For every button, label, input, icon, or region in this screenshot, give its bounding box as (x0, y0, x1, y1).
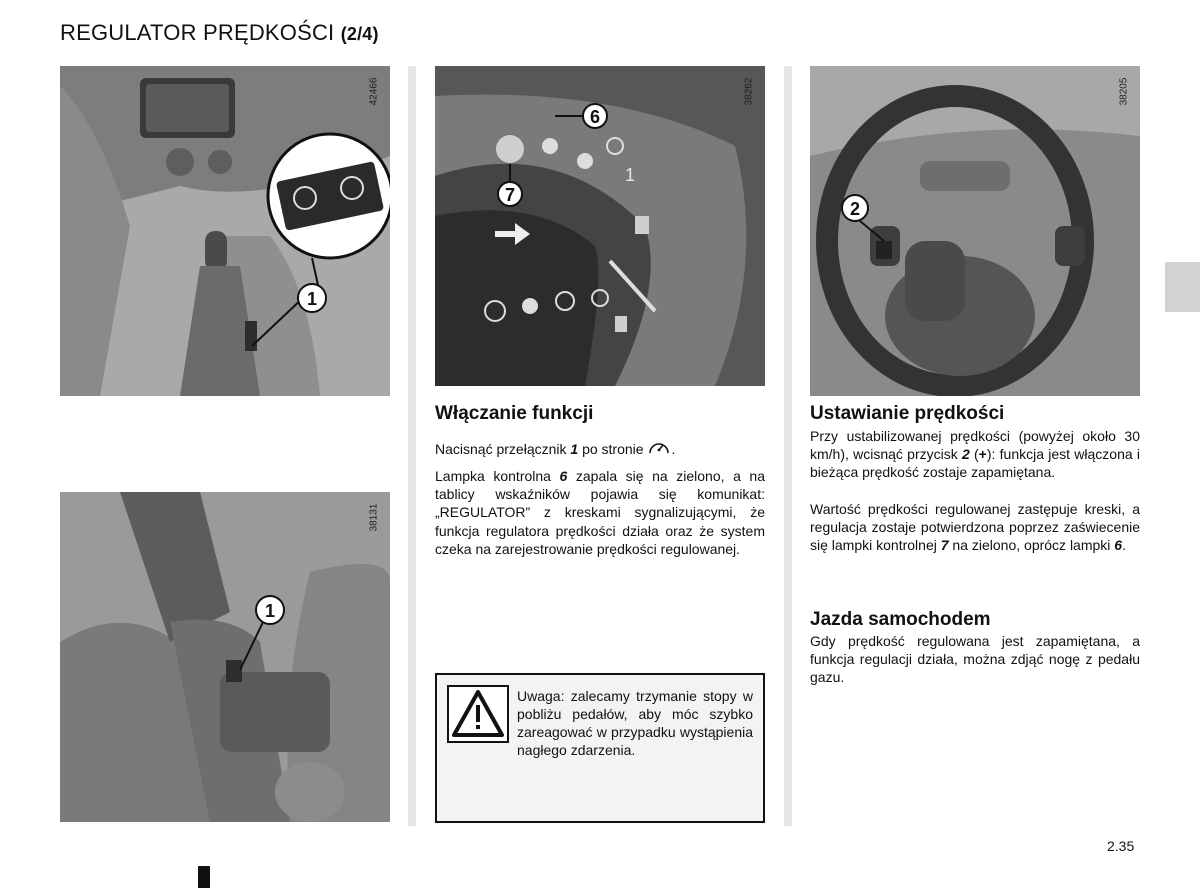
paragraph-setting-2 (810, 500, 1140, 555)
reference-number: 7 (940, 537, 949, 554)
figure-id-42466: 42466 (368, 77, 380, 106)
reference-number: 6 (1114, 537, 1123, 554)
photo-instrument-panel (435, 66, 765, 386)
icon-spacer (447, 687, 517, 757)
callout-1-bottom: 1 (264, 601, 276, 621)
figure-id-38205: 38205 (1118, 77, 1130, 106)
title-part: (2/4) (340, 24, 379, 44)
figure-id-38131: 38131 (368, 503, 380, 532)
heading-activation: Włączanie funkcji (435, 403, 594, 424)
gauge-number: 1 (625, 165, 636, 185)
page-title (60, 20, 379, 46)
warning-box (435, 673, 765, 823)
figure-id-38262: 38262 (743, 77, 755, 106)
photo-console-switch (60, 66, 390, 396)
heading-setting-speed: Ustawianie prędkości (810, 403, 1005, 424)
text-span: ( (969, 446, 979, 463)
reference-number: 1 (570, 440, 579, 457)
text-span: Przy ustabilizowanej prędkości (powyżej około 30 km/h), wcisnąć przycisk (810, 428, 1140, 463)
title-main: REGULATOR PRĘDKOŚCI (60, 20, 335, 45)
text-span: Wartość prędkości regulowanej zastępuje kreski, a regulacja zostaje potwierdzona poprzez zaświecenie się lampki kontrolnej (810, 501, 1140, 554)
text-span: po stronie (578, 440, 648, 457)
warning-text (447, 687, 753, 759)
column-divider (784, 66, 792, 826)
page-edge-marker (198, 866, 210, 888)
column-divider (408, 66, 416, 826)
page-number: 2.35 (1107, 838, 1135, 854)
plus-sign: + (978, 446, 987, 463)
warning-message: Uwaga: zalecamy trzymanie stopy w pobliżu pedałów, aby móc szybko zareagować w przypadku wystąpienia nagłego zdarzenia. (517, 688, 753, 758)
chapter-tab (1165, 262, 1200, 312)
paragraph-setting-1 (810, 427, 1140, 482)
photo-steering-wheel (810, 66, 1140, 396)
callout-1-top: 1 (306, 289, 318, 309)
text-span: Lampka kontrolna (435, 468, 560, 484)
text-span: . (1122, 537, 1126, 554)
text-span: zapala się na zielono, a na tablicy wskaźników pojawia się komunikat: „REGULATOR” z kreskami sygnalizującymi, że funkcja regulatora prędkości działa oraz że system czeka na zarejestrowanie prędkości regulowanej. (435, 468, 765, 557)
text-span: Nacisnąć przełącznik (435, 440, 571, 457)
reference-number: 2 (961, 446, 970, 463)
reference-number: 6 (559, 468, 568, 484)
paragraph-activation-1 (435, 438, 765, 462)
paragraph-activation-2 (435, 467, 765, 558)
text-span: ): funkcja jest włączona i bieżąca prędkość zostaje zapamiętana. (810, 446, 1140, 481)
callout-7: 7 (504, 185, 516, 205)
callout-6: 6 (589, 107, 601, 127)
text-span: na zielono, oprócz lampki (948, 537, 1115, 554)
paragraph-driving: Gdy prędkość regulowana jest zapamiętana, a funkcja regulacji działa, można zdjąć nogę z pedału gazu. (810, 633, 1140, 686)
speedometer-icon (647, 438, 671, 462)
photo-tunnel-switch (60, 492, 390, 822)
text-span: . (671, 440, 676, 457)
heading-driving: Jazda samochodem (810, 609, 991, 630)
callout-2: 2 (849, 199, 861, 219)
